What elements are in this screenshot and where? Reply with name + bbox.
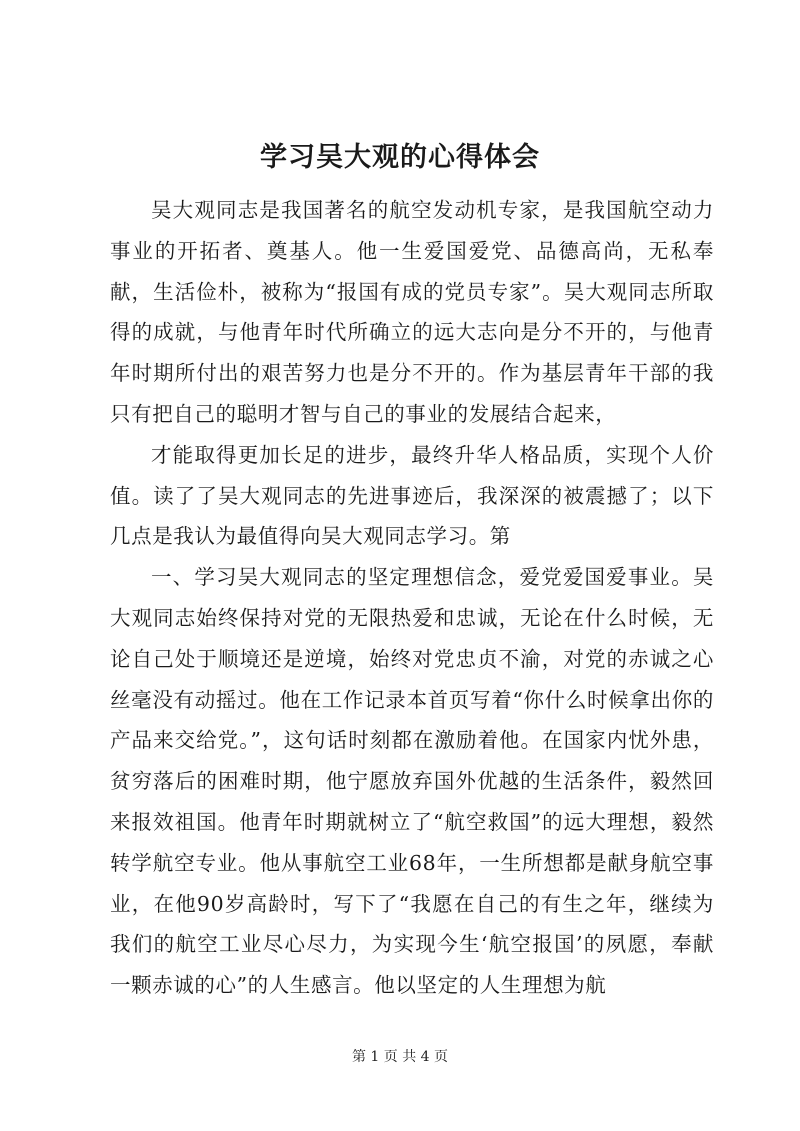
document-title: 学习吴大观的心得体会 — [260, 142, 540, 173]
paragraph-point-one: 一、学习吴大观同志的坚定理想信念，爱党爱国爱事业。吴大观同志始终保持对党的无限热爱和忠诚，无论在什么时候，无论自己处于顺境还是逆境，始终对党忠贞不渝，对党的赤诚之心丝毫没有动摇过。他在工作记录本首页写着“你什么时候拿出你的产品来交给党。”，这句话时刻都在激励着他。在国家内忧外患，贫穷落后的困难时期，他宁愿放弃国外优越的生活条件，毅然回来报效祖国。他青年时期就树立了“航空救国”的远大理想，毅然转学航空专业。他从事航空工业68年，一生所想都是献身航空事业，在他90岁高龄时，写下了“我愿在自己的有生之年，继续为我们的航空工业尽心尽力，为实现今生‘航空报国’的夙愿，奉献一颗赤诚的心”的人生感言。他以坚定的人生理想为航 — [110, 565, 714, 998]
paragraph-continuation: 才能取得更加长足的进步，最终升华人格品质，实现个人价值。读了了吴大观同志的先进事迹后，我深深的被震撼了；以下几点是我认为最值得向吴大观同志学习。第 — [110, 442, 714, 549]
paragraph-intro: 吴大观同志是我国著名的航空发动机专家，是我国航空动力事业的开拓者、奠基人。他一生爱国爱党、品德高尚，无私奉献，生活俭朴，被称为“报国有成的党员专家”。吴大观同志所取得的成就，与他青年时代所确立的远大志向是分不开的，与他青年时期所付出的艰苦努力也是分不开的。作为基层青年干部的我只有把自己的聪明才智与自己的事业的发展结合起来， — [110, 198, 714, 426]
page-footer: 第 1 页 共 4 页 — [351, 1049, 449, 1065]
document-body — [110, 190, 714, 1006]
